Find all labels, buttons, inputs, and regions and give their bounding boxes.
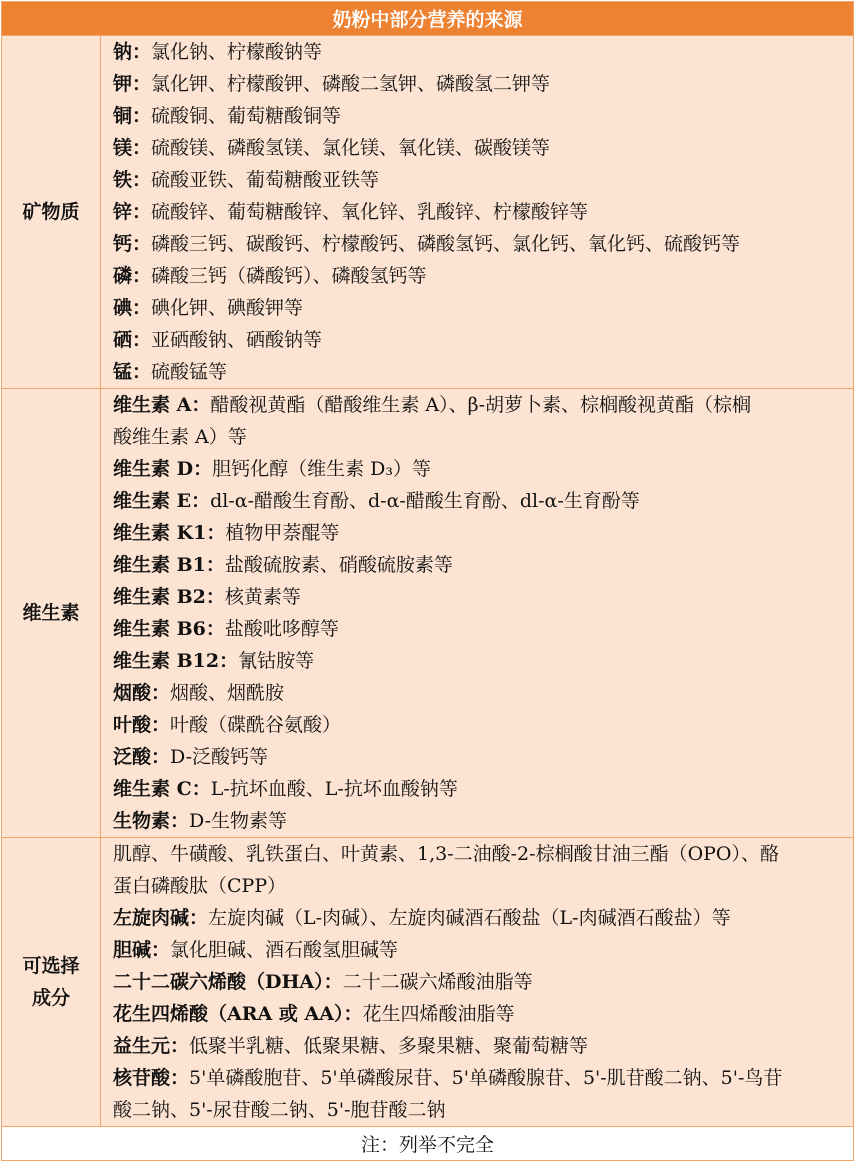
item-name: 钙：	[113, 233, 152, 255]
list-item	[113, 805, 845, 837]
list-item	[113, 260, 845, 292]
item-name: 维生素 B6：	[113, 618, 225, 640]
item-text: D-生物素等	[189, 810, 288, 832]
list-item	[113, 998, 845, 1030]
list-item	[113, 36, 845, 68]
note-row	[2, 1127, 854, 1161]
list-item	[113, 485, 845, 517]
item-text: 5'单磷酸胞苷、5'单磷酸尿苷、5'单磷酸腺苷、5'-肌苷酸二钠、5'-鸟苷	[189, 1067, 783, 1089]
category-label: 矿物质	[2, 36, 101, 389]
list-item	[113, 453, 845, 485]
list-item	[113, 196, 845, 228]
section-content	[101, 389, 854, 838]
intro-line: 肌醇、牛磺酸、乳铁蛋白、叶黄素、1,3-二油酸-2-棕榈酸甘油三酯（OPO）、酪	[113, 843, 780, 865]
item-text: 磷酸三钙、碳酸钙、柠檬酸钙、磷酸氢钙、氯化钙、氧化钙、硫酸钙等	[151, 233, 741, 255]
list-item	[113, 934, 845, 966]
item-text: 花生四烯酸油脂等	[362, 1003, 515, 1025]
item-name: 铁：	[113, 169, 152, 191]
item-name: 益生元：	[113, 1035, 190, 1057]
category-label	[2, 838, 101, 1127]
item-text: 盐酸吡哆醇等	[224, 618, 339, 640]
list-item	[113, 324, 845, 356]
title-row	[2, 2, 854, 36]
list-item	[113, 132, 845, 164]
list-item	[113, 1062, 845, 1094]
item-name: 铜：	[113, 105, 152, 127]
list-item	[113, 292, 845, 324]
section-content	[101, 36, 854, 389]
list-item	[113, 741, 845, 773]
item-text: 氯化钾、柠檬酸钾、磷酸二氢钾、磷酸氢二钾等	[151, 73, 551, 95]
item-name: 泛酸：	[113, 746, 171, 768]
item-text: 左旋肉碱（L-肉碱）、左旋肉碱酒石酸盐（L-肉碱酒石酸盐）等	[208, 907, 731, 929]
item-name: 维生素 B12：	[113, 650, 239, 672]
item-name: 磷：	[113, 265, 152, 287]
list-item	[113, 581, 845, 613]
list-item-continuation: 酸维生素 A）等	[113, 426, 247, 448]
intro-line: 蛋白磷酸肽（CPP）	[113, 875, 287, 897]
item-text: 烟酸、烟酰胺	[170, 682, 285, 704]
item-name: 花生四烯酸（ARA 或 AA）：	[113, 1003, 363, 1025]
list-item	[113, 164, 845, 196]
item-text: 二十二碳六烯酸油脂等	[342, 971, 533, 993]
list-item	[113, 709, 845, 741]
nutrient-source-table	[1, 1, 854, 1161]
list-item	[113, 966, 845, 998]
item-name: 镁：	[113, 137, 152, 159]
item-text: 硫酸镁、磷酸氢镁、氯化镁、氧化镁、碳酸镁等	[151, 137, 551, 159]
item-name: 碘：	[113, 297, 152, 319]
item-text: 磷酸三钙（磷酸钙）、磷酸氢钙等	[151, 265, 427, 287]
item-text: 硫酸亚铁、葡萄糖酸亚铁等	[151, 169, 380, 191]
item-text: 碘化钾、碘酸钾等	[151, 297, 304, 319]
section-content	[101, 838, 854, 1127]
item-name: 维生素 K1：	[113, 522, 226, 544]
item-name: 左旋肉碱：	[113, 907, 209, 929]
item-name: 维生素 E：	[113, 490, 211, 512]
list-item	[113, 356, 845, 388]
section-row-minerals	[2, 36, 854, 389]
item-name: 硒：	[113, 329, 152, 351]
list-item	[113, 549, 845, 581]
list-item	[113, 517, 845, 549]
item-name: 锰：	[113, 361, 152, 383]
item-name: 二十二碳六烯酸（DHA）：	[113, 971, 343, 993]
item-name: 胆碱：	[113, 939, 171, 961]
item-text: 氯化胆碱、酒石酸氢胆碱等	[170, 939, 399, 961]
category-label-line: 可选择	[22, 955, 80, 977]
list-item	[113, 228, 845, 260]
item-text: 叶酸（碟酰谷氨酸）	[170, 714, 342, 736]
list-item	[113, 389, 845, 421]
section-row-vitamins	[2, 389, 854, 838]
table-note: 注：列举不完全	[2, 1127, 854, 1161]
item-name: 生物素：	[113, 810, 190, 832]
item-text: 氰钴胺等	[238, 650, 315, 672]
section-row-optional	[2, 838, 854, 1127]
category-label: 维生素	[2, 389, 101, 838]
item-text: dl-α-醋酸生育酚、d-α-醋酸生育酚、dl-α-生育酚等	[210, 490, 640, 512]
table-title: 奶粉中部分营养的来源	[2, 2, 854, 36]
item-text: L-抗坏血酸、L-抗坏血酸钠等	[210, 778, 458, 800]
list-item	[113, 645, 845, 677]
item-text: 氯化钠、柠檬酸钠等	[151, 41, 323, 63]
item-name: 维生素 C：	[113, 778, 211, 800]
item-text: 硫酸锰等	[151, 361, 228, 383]
category-label-line: 成分	[31, 987, 70, 1009]
item-name: 钠：	[113, 41, 152, 63]
item-text: 植物甲萘醌等	[225, 522, 340, 544]
item-name: 锌：	[113, 201, 152, 223]
item-name: 钾：	[113, 73, 152, 95]
list-item	[113, 100, 845, 132]
list-item	[113, 1030, 845, 1062]
item-text: 盐酸硫胺素、硝酸硫胺素等	[224, 554, 453, 576]
item-text: 亚硒酸钠、硒酸钠等	[151, 329, 323, 351]
list-item	[113, 773, 845, 805]
item-text: 核黄素等	[224, 586, 301, 608]
item-name: 烟酸：	[113, 682, 171, 704]
list-item	[113, 902, 845, 934]
item-text: 胆钙化醇（维生素 D₃）等	[212, 458, 431, 480]
item-text: 低聚半乳糖、低聚果糖、多聚果糖、聚葡萄糖等	[189, 1035, 589, 1057]
list-item-continuation: 酸二钠、5'-尿苷酸二钠、5'-胞苷酸二钠	[113, 1099, 446, 1121]
item-name: 叶酸：	[113, 714, 171, 736]
item-text: 硫酸锌、葡萄糖酸锌、氧化锌、乳酸锌、柠檬酸锌等	[151, 201, 589, 223]
item-name: 维生素 A：	[113, 394, 211, 416]
item-name: 核苷酸：	[113, 1067, 190, 1089]
item-text: D-泛酸钙等	[170, 746, 269, 768]
item-name: 维生素 B2：	[113, 586, 225, 608]
item-name: 维生素 D：	[113, 458, 213, 480]
item-text: 硫酸铜、葡萄糖酸铜等	[151, 105, 342, 127]
list-item	[113, 68, 845, 100]
item-name: 维生素 B1：	[113, 554, 225, 576]
item-text: 醋酸视黄酯（醋酸维生素 A）、β-胡萝卜素、棕榈酸视黄酯（棕榈	[210, 394, 752, 416]
list-item	[113, 677, 845, 709]
list-item	[113, 613, 845, 645]
